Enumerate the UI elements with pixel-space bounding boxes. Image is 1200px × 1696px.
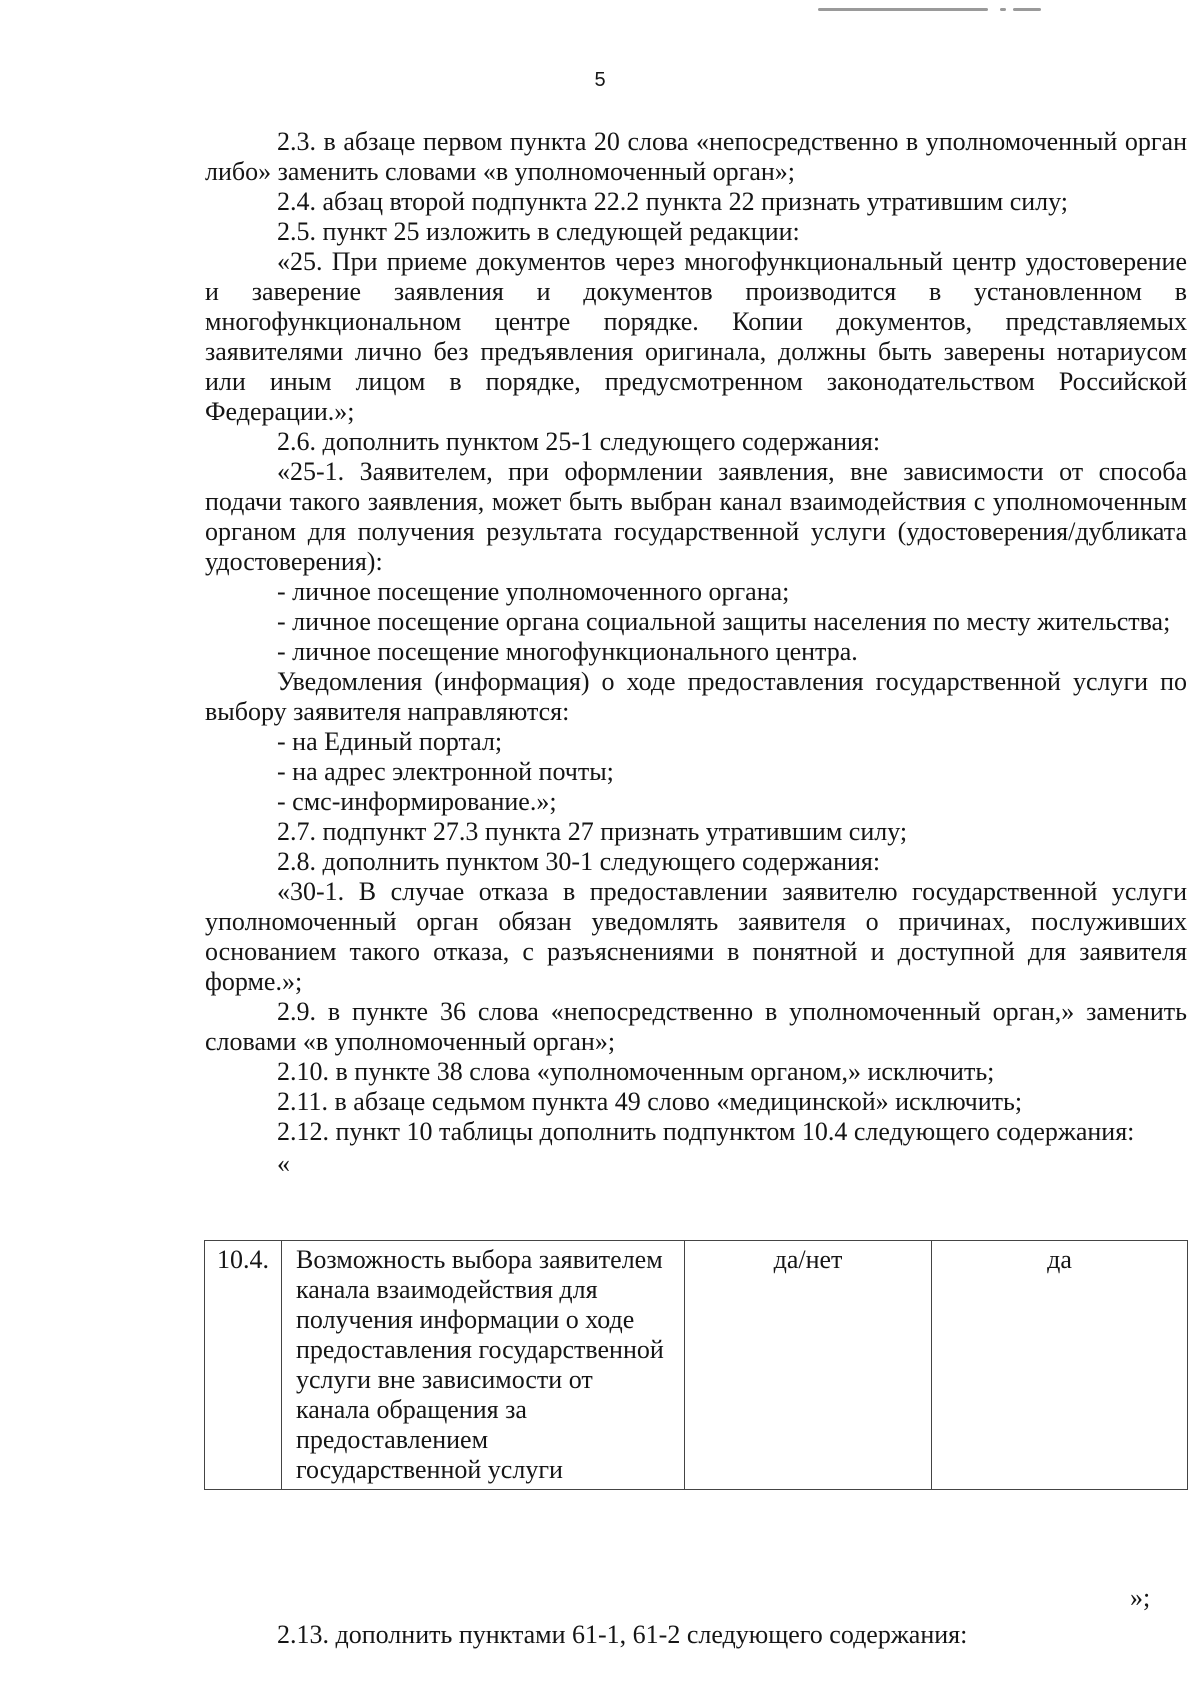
paragraph: 2.11. в абзаце седьмом пункта 49 слово «медицинской» исключить;	[277, 1087, 1023, 1116]
document-body	[205, 127, 1187, 1178]
paragraph: - на адрес электронной почты;	[277, 757, 614, 786]
paragraph: 2.5. пункт 25 изложить в следующей редакции:	[277, 217, 800, 246]
unit-cell: да/нет	[685, 1241, 932, 1490]
row-number-cell: 10.4.	[205, 1241, 282, 1490]
paragraph: «25-1. Заявителем, при оформлении заявления, вне зависимости от способа подачи такого заявления, может быть выбран канал взаимодействия с уполномоченным органом для получения результата государственной услуги (удостоверения/дубликата удостоверения):	[205, 457, 1187, 576]
paragraph: - личное посещение многофункционального центра.	[277, 637, 858, 666]
paragraph: «25. При приеме документов через многофункциональный центр удостоверение и заверение заявления и документов производится в установленном в многофункциональном центре порядке. Копии документов, представляемых заявителями лично без предъявления оригинала, должны быть заверены нотариусом или иным лицом в порядке, предусмотренном законодательством Российской Федерации.»;	[205, 247, 1187, 426]
paragraph: 2.12. пункт 10 таблицы дополнить подпунктом 10.4 следующего содержания:	[277, 1117, 1135, 1146]
scan-artifact	[1000, 8, 1006, 11]
paragraph: 2.8. дополнить пунктом 30-1 следующего содержания:	[277, 847, 881, 876]
paragraph: - личное посещение органа социальной защиты населения по месту жительства;	[277, 607, 1171, 636]
value-cell: да	[932, 1241, 1188, 1490]
table-row	[205, 1241, 1188, 1490]
paragraph: - личное посещение уполномоченного органа;	[277, 577, 790, 606]
scan-artifact	[1013, 8, 1041, 11]
paragraph: 2.10. в пункте 38 слова «уполномоченным органом,» исключить;	[277, 1057, 995, 1086]
paragraph: 2.6. дополнить пунктом 25-1 следующего содержания:	[277, 427, 881, 456]
amendment-table	[204, 1240, 1188, 1490]
paragraph: - смс-информирование.»;	[277, 787, 557, 816]
open-quote: «	[277, 1149, 290, 1178]
paragraph: 2.3. в абзаце первом пункта 20 слова «непосредственно в уполномоченный орган либо» заменить словами «в уполномоченный орган»;	[205, 127, 1187, 186]
paragraph: Уведомления (информация) о ходе предоставления государственной услуги по выбору заявителя направляются:	[205, 667, 1187, 726]
paragraph: - на Единый портал;	[277, 727, 503, 756]
paragraph-tail: 2.13. дополнить пунктами 61-1, 61-2 следующего содержания:	[277, 1620, 968, 1649]
paragraph: 2.7. подпункт 27.3 пункта 27 признать утратившим силу;	[277, 817, 908, 846]
indicator-name-cell: Возможность выбора заявителем канала взаимодействия для получения информации о ходе предоставления государственной услуги вне зависимости от канала обращения за предоставлением государственной услуги	[282, 1241, 685, 1490]
paragraph: 2.9. в пункте 36 слова «непосредственно в уполномоченный орган,» заменить словами «в уполномоченный орган»;	[205, 997, 1187, 1056]
paragraph: 2.4. абзац второй подпункта 22.2 пункта 22 признать утратившим силу;	[277, 187, 1069, 216]
page-number: 5	[594, 69, 606, 91]
scan-artifact	[818, 8, 988, 11]
paragraph: «30-1. В случае отказа в предоставлении заявителю государственной услуги уполномоченный орган обязан уведомлять заявителя о причинах, послуживших основанием такого отказа, с разъяснениями в понятной и доступной для заявителя форме.»;	[205, 877, 1187, 996]
close-quote: »;	[1130, 1583, 1151, 1612]
